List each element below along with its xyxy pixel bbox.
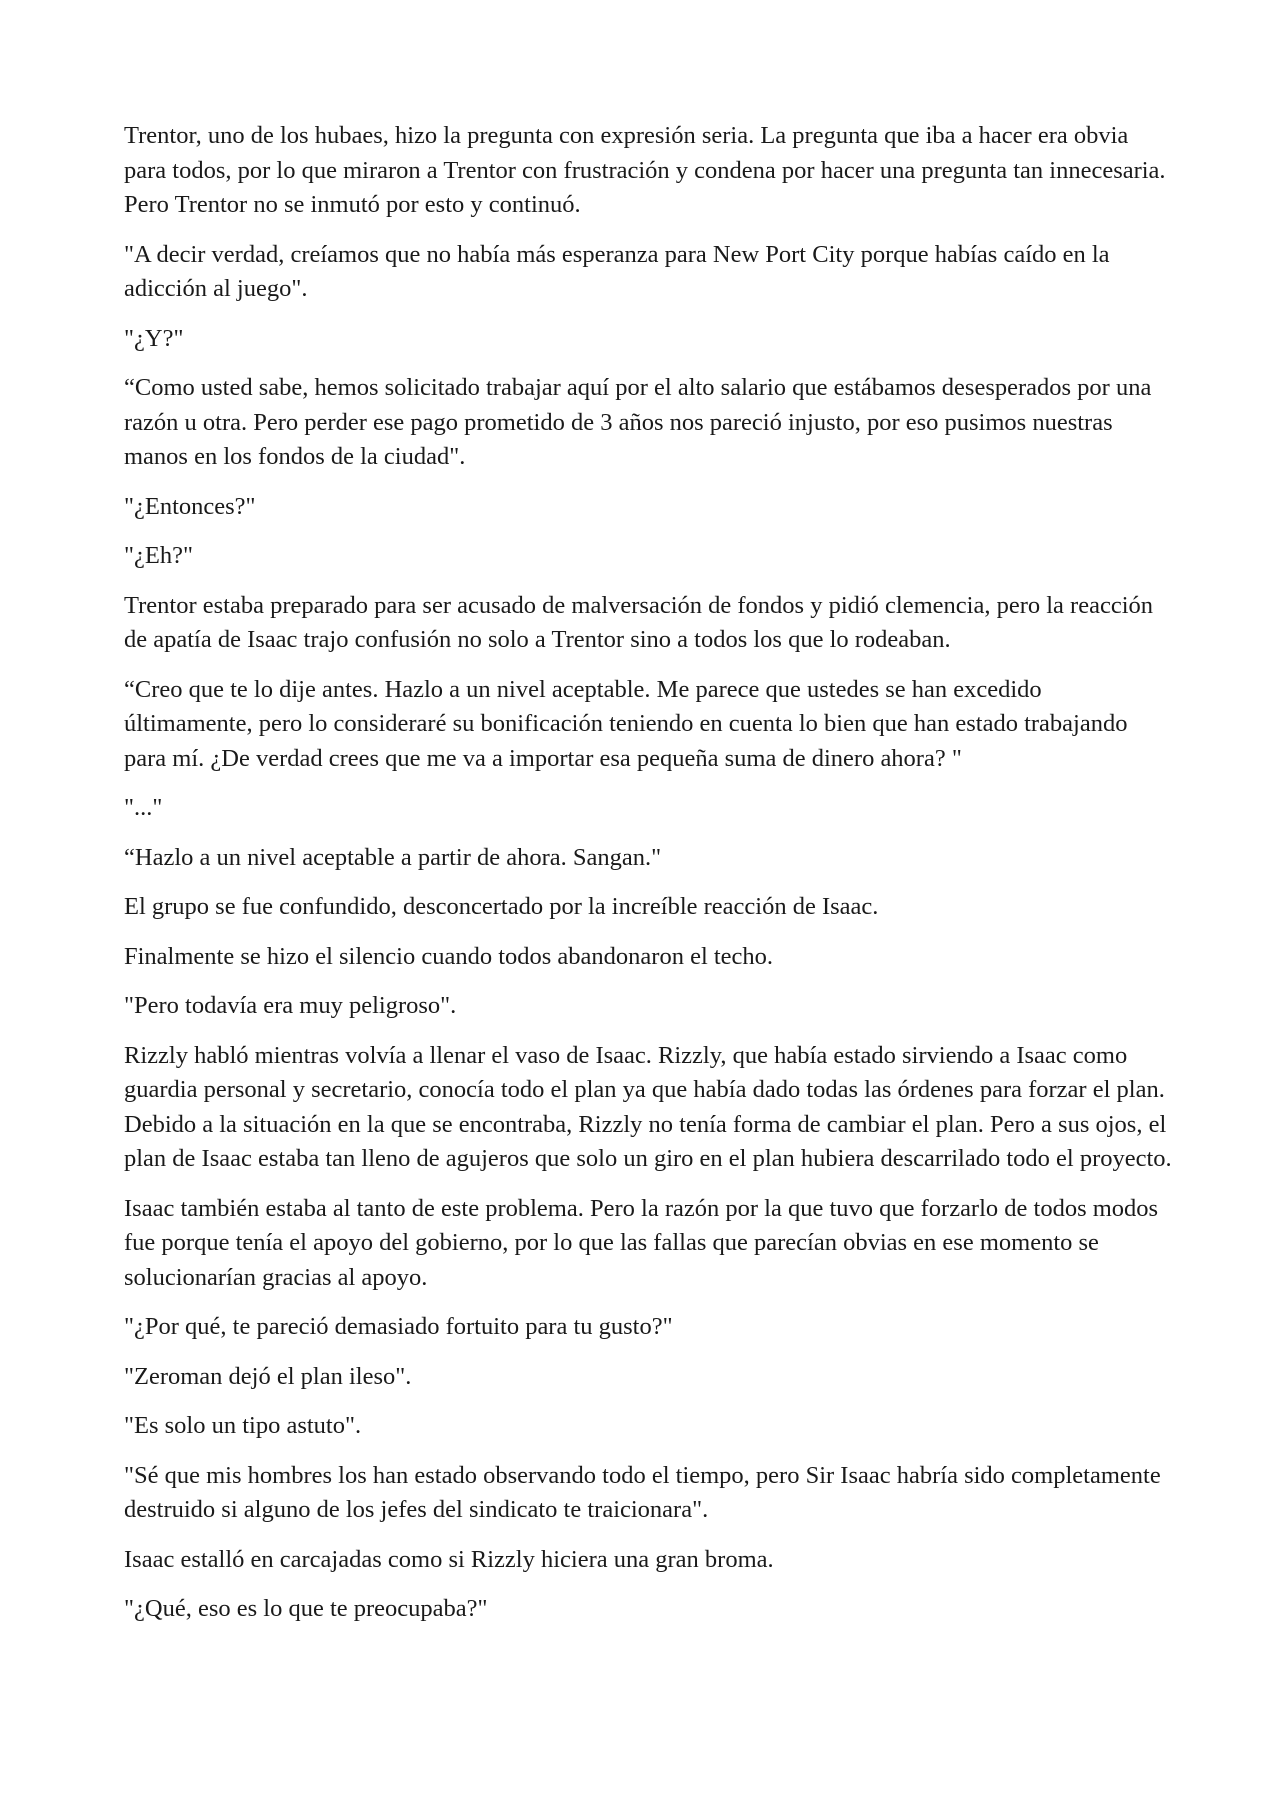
paragraph: Rizzly habló mientras volvía a llenar el vaso de Isaac. Rizzly, que había estado sirviendo a Isaac como guardia personal y secretario, conocía todo el plan ya que había dado todas las órdenes para forzar el plan. Debido a la situación en la que se encontraba, Rizzly no tenía forma de cambiar el plan. Pero a sus ojos, el plan de Isaac estaba tan lleno de agujeros que solo un giro en el plan hubiera descarrilado todo el proyecto. <box>124 1041 1172 1172</box>
paragraph: El grupo se fue confundido, desconcertado por la increíble reacción de Isaac. <box>124 893 879 920</box>
paragraph: "..." <box>124 794 163 821</box>
paragraph: “Creo que te lo dije antes. Hazlo a un nivel aceptable. Me parece que ustedes se han excedido últimamente, pero lo consideraré su bonificación teniendo en cuenta lo bien que han estado trabajando para mí. ¿De verdad crees que me va a importar esa pequeña suma de dinero ahora? " <box>124 675 1128 772</box>
paragraph: "Es solo un tipo astuto". <box>124 1412 362 1439</box>
paragraph: “Como usted sabe, hemos solicitado trabajar aquí por el alto salario que estábamos desesperados por una razón u otra. Pero perder ese pago prometido de 3 años nos pareció injusto, por eso pusimos nuestras manos en los fondos de la ciudad". <box>124 374 1152 470</box>
paragraph: "Sé que mis hombres los han estado observando todo el tiempo, pero Sir Isaac habría sido completamente destruido si alguno de los jefes del sindicato te traicionara". <box>124 1461 1161 1523</box>
paragraph: Trentor, uno de los hubaes, hizo la pregunta con expresión seria. La pregunta que iba a hacer era obvia para todos, por lo que miraron a Trentor con frustración y condena por hacer una pregunta tan innecesaria. Pero Trentor no se inmutó por esto y continuó. <box>124 122 1166 218</box>
paragraph: Trentor estaba preparado para ser acusado de malversación de fondos y pidió clemencia, pero la reacción de apatía de Isaac trajo confusión no solo a Trentor sino a todos los que lo rodeaban. <box>124 591 1154 653</box>
paragraph: "¿Por qué, te pareció demasiado fortuito para tu gusto?" <box>124 1313 673 1340</box>
paragraph: "¿Y?" <box>124 324 184 352</box>
paragraph: "¿Eh?" <box>124 542 193 569</box>
paragraph: "A decir verdad, creíamos que no había más esperanza para New Port City porque habías caído en la adicción al juego". <box>124 240 1110 302</box>
paragraph: "¿Entonces?" <box>124 492 256 520</box>
document-page <box>124 119 1174 1642</box>
paragraph: “Hazlo a un nivel aceptable a partir de ahora. Sangan." <box>124 843 662 871</box>
paragraph: "Zeroman dejó el plan ileso". <box>124 1362 412 1390</box>
paragraph: "Pero todavía era muy peligroso". <box>124 992 457 1019</box>
paragraph: Finalmente se hizo el silencio cuando todos abandonaron el techo. <box>124 942 774 970</box>
paragraph: Isaac estalló en carcajadas como si Rizzly hiciera una gran broma. <box>124 1545 774 1573</box>
paragraph: "¿Qué, eso es lo que te preocupaba?" <box>124 1595 488 1622</box>
paragraph: Isaac también estaba al tanto de este problema. Pero la razón por la que tuvo que forzarlo de todos modos fue porque tenía el apoyo del gobierno, por lo que las fallas que parecían obvias en ese momento se solucionarían gracias al apoyo. <box>124 1194 1159 1291</box>
